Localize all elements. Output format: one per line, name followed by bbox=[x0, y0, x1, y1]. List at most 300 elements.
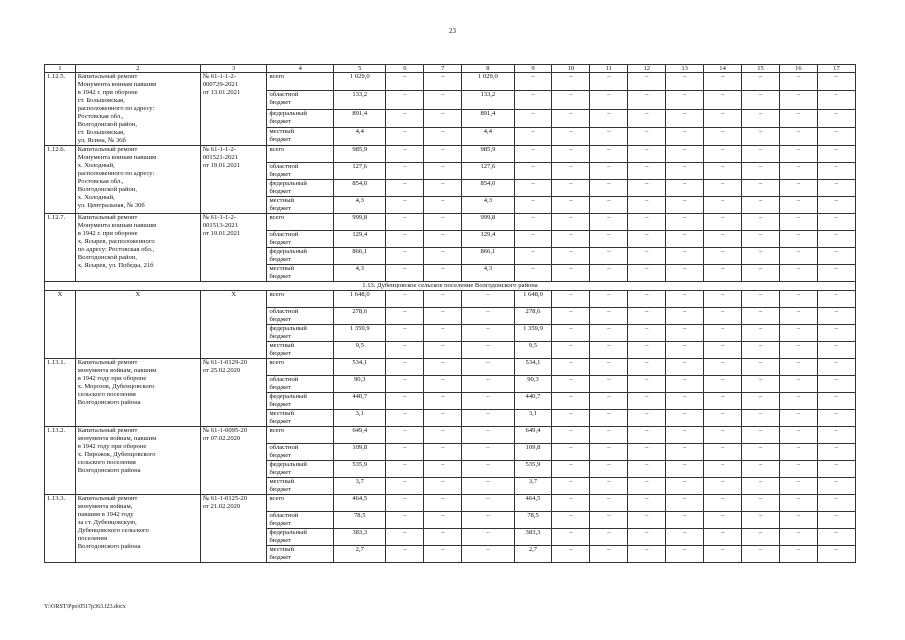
amount-cell: – bbox=[779, 529, 817, 546]
funding-source-line: федеральный bbox=[269, 180, 307, 187]
amount-cell: – bbox=[386, 265, 424, 282]
amount-cell: – bbox=[628, 197, 666, 214]
amount-cell: – bbox=[424, 146, 462, 163]
item-name-line: в 1942 г. при обороне bbox=[77, 230, 138, 237]
column-number-cell: 9 bbox=[514, 65, 552, 73]
amount-cell: – bbox=[462, 376, 514, 393]
amount-cell: 649,4 bbox=[514, 427, 552, 444]
amount-cell: – bbox=[628, 359, 666, 376]
item-name bbox=[75, 359, 200, 427]
amount-cell: – bbox=[704, 127, 742, 145]
amount-cell: – bbox=[590, 410, 628, 427]
budget-table bbox=[44, 64, 856, 563]
item-name-line: Ростовская обл., bbox=[77, 178, 124, 185]
funding-source-line: областной bbox=[269, 444, 299, 451]
funding-source-line: всего bbox=[269, 146, 285, 153]
amount-cell: – bbox=[552, 180, 590, 197]
amount-cell: – bbox=[386, 308, 424, 325]
amount-cell: – bbox=[666, 512, 704, 529]
amount-cell: – bbox=[590, 342, 628, 359]
amount-cell: – bbox=[514, 214, 552, 231]
amount-cell: – bbox=[742, 478, 780, 495]
amount-cell: 534,1 bbox=[514, 359, 552, 376]
amount-cell: – bbox=[424, 325, 462, 342]
funding-source-line: бюджет bbox=[269, 384, 292, 391]
amount-cell: – bbox=[462, 291, 514, 308]
item-name-line: Монумента воинам павшим bbox=[77, 81, 157, 88]
amount-cell: – bbox=[462, 342, 514, 359]
item-name-line: ст. Большовская, bbox=[77, 97, 125, 104]
amount-cell: – bbox=[462, 529, 514, 546]
expertise-doc bbox=[200, 427, 267, 495]
column-number-cell: 5 bbox=[334, 65, 386, 73]
column-number-cell: 17 bbox=[817, 65, 855, 73]
item-name-line: Капитальный ремонт bbox=[77, 214, 138, 221]
funding-source-line: местный bbox=[269, 410, 295, 417]
amount-cell: – bbox=[817, 180, 855, 197]
funding-source bbox=[267, 265, 334, 282]
funding-source bbox=[267, 546, 334, 563]
amount-cell: – bbox=[742, 512, 780, 529]
amount-cell: – bbox=[552, 410, 590, 427]
amount-cell: – bbox=[462, 495, 514, 512]
amount-cell: – bbox=[386, 197, 424, 214]
amount-cell: 2,7 bbox=[334, 546, 386, 563]
funding-source-line: бюджет bbox=[269, 171, 292, 178]
amount-cell: – bbox=[704, 512, 742, 529]
amount-cell: – bbox=[666, 308, 704, 325]
funding-source-line: местный bbox=[269, 478, 295, 485]
amount-cell: – bbox=[628, 127, 666, 145]
amount-cell: – bbox=[704, 495, 742, 512]
amount-cell: – bbox=[666, 342, 704, 359]
item-name-line: х. Холодный, bbox=[77, 194, 115, 201]
funding-source-line: бюджет bbox=[269, 316, 292, 323]
funding-source-line: областной bbox=[269, 163, 299, 170]
amount-cell: – bbox=[590, 163, 628, 180]
amount-cell: – bbox=[628, 109, 666, 127]
funding-source-line: бюджет bbox=[269, 537, 292, 544]
amount-cell: – bbox=[514, 146, 552, 163]
item-name bbox=[75, 73, 200, 146]
amount-cell: – bbox=[628, 410, 666, 427]
item-name bbox=[75, 495, 200, 563]
funding-source-line: бюджет bbox=[269, 117, 292, 125]
amount-cell: – bbox=[742, 127, 780, 145]
amount-cell: – bbox=[779, 73, 817, 91]
amount-cell: – bbox=[424, 342, 462, 359]
funding-source bbox=[267, 308, 334, 325]
amount-cell: – bbox=[817, 546, 855, 563]
expertise-doc-line: № 61-1-1-2- bbox=[202, 146, 237, 153]
amount-cell: – bbox=[704, 325, 742, 342]
expertise-doc-line: от 19.01.2021 bbox=[202, 230, 241, 237]
amount-cell: – bbox=[514, 248, 552, 265]
amount-cell: – bbox=[704, 359, 742, 376]
amount-cell: – bbox=[779, 308, 817, 325]
table-row bbox=[45, 427, 856, 444]
funding-source bbox=[267, 359, 334, 376]
expertise-doc bbox=[200, 146, 267, 214]
table-row bbox=[45, 291, 856, 308]
amount-cell: – bbox=[424, 444, 462, 461]
amount-cell: – bbox=[742, 180, 780, 197]
amount-cell: – bbox=[590, 265, 628, 282]
amount-cell: – bbox=[704, 109, 742, 127]
amount-cell: – bbox=[386, 444, 424, 461]
amount-cell: – bbox=[817, 73, 855, 91]
amount-cell: 4,3 bbox=[334, 197, 386, 214]
amount-cell: 109,8 bbox=[514, 444, 552, 461]
amount-cell: – bbox=[817, 127, 855, 145]
amount-cell: – bbox=[590, 512, 628, 529]
column-number-cell: 10 bbox=[552, 65, 590, 73]
amount-cell: – bbox=[704, 91, 742, 109]
column-number-cell: 13 bbox=[666, 65, 704, 73]
item-name-line: Монумента воинам павшим bbox=[77, 222, 157, 229]
amount-cell: – bbox=[817, 342, 855, 359]
amount-cell: – bbox=[552, 529, 590, 546]
funding-source-line: бюджет bbox=[269, 350, 292, 357]
amount-cell: – bbox=[628, 512, 666, 529]
expertise-doc bbox=[200, 359, 267, 427]
funding-source-line: областной bbox=[269, 308, 299, 315]
amount-cell: – bbox=[817, 265, 855, 282]
amount-cell: 9,5 bbox=[514, 342, 552, 359]
amount-cell: – bbox=[386, 146, 424, 163]
amount-cell: 1 648,0 bbox=[334, 291, 386, 308]
amount-cell: – bbox=[462, 308, 514, 325]
amount-cell: – bbox=[666, 461, 704, 478]
amount-cell: – bbox=[590, 231, 628, 248]
amount-cell: – bbox=[704, 146, 742, 163]
funding-source bbox=[267, 325, 334, 342]
column-number-cell: 3 bbox=[200, 65, 267, 73]
item-number: 1.12.7. bbox=[45, 214, 76, 282]
funding-source-line: областной bbox=[269, 376, 299, 383]
item-name-line: Волгодонской район, bbox=[77, 186, 137, 193]
amount-cell: – bbox=[552, 393, 590, 410]
amount-cell: – bbox=[666, 410, 704, 427]
amount-cell: – bbox=[590, 214, 628, 231]
amount-cell: – bbox=[742, 529, 780, 546]
amount-cell: – bbox=[424, 163, 462, 180]
funding-source-line: местный bbox=[269, 546, 295, 553]
amount-cell: – bbox=[628, 291, 666, 308]
item-name-line: монумента войнам, павшим bbox=[77, 367, 157, 374]
amount-cell: – bbox=[552, 461, 590, 478]
amount-cell: – bbox=[817, 410, 855, 427]
item-name-line: Волгодонского района bbox=[77, 467, 141, 474]
amount-cell: 1 648,0 bbox=[514, 291, 552, 308]
expertise-doc-line: № 61-1-1-2- bbox=[202, 73, 237, 80]
amount-cell: 891,4 bbox=[462, 109, 514, 127]
amount-cell: – bbox=[742, 109, 780, 127]
column-number-cell: 11 bbox=[590, 65, 628, 73]
amount-cell: – bbox=[704, 393, 742, 410]
amount-cell: 383,3 bbox=[514, 529, 552, 546]
item-number: 1.13.2. bbox=[45, 427, 76, 495]
amount-cell: – bbox=[742, 376, 780, 393]
amount-cell: – bbox=[462, 393, 514, 410]
amount-cell: – bbox=[779, 359, 817, 376]
amount-cell: – bbox=[590, 197, 628, 214]
amount-cell: – bbox=[779, 291, 817, 308]
amount-cell: – bbox=[666, 127, 704, 145]
amount-cell: – bbox=[386, 109, 424, 127]
amount-cell: – bbox=[590, 461, 628, 478]
amount-cell: – bbox=[742, 410, 780, 427]
item-name-line: Капитальный ремонт bbox=[77, 73, 138, 80]
amount-cell: – bbox=[817, 109, 855, 127]
amount-cell: – bbox=[424, 461, 462, 478]
amount-cell: – bbox=[386, 512, 424, 529]
item-name-line: ст. Большовская, bbox=[77, 129, 125, 136]
amount-cell: – bbox=[742, 546, 780, 563]
amount-cell: – bbox=[704, 180, 742, 197]
amount-cell: – bbox=[590, 248, 628, 265]
column-number-cell: 12 bbox=[628, 65, 666, 73]
funding-source-line: бюджет bbox=[269, 520, 292, 527]
amount-cell: – bbox=[590, 127, 628, 145]
amount-cell: – bbox=[779, 231, 817, 248]
expertise-doc-line: 000729-2021 bbox=[202, 81, 238, 88]
amount-cell: – bbox=[386, 546, 424, 563]
expertise-doc bbox=[200, 214, 267, 282]
amount-cell: – bbox=[704, 410, 742, 427]
amount-cell: – bbox=[666, 214, 704, 231]
amount-cell: – bbox=[704, 342, 742, 359]
column-number-cell: 2 bbox=[75, 65, 200, 73]
funding-source-line: местный bbox=[269, 127, 295, 135]
funding-source-line: бюджет bbox=[269, 135, 292, 143]
amount-cell: – bbox=[628, 376, 666, 393]
item-name-line: расположенного по адресу: bbox=[77, 105, 155, 112]
amount-cell: – bbox=[779, 325, 817, 342]
amount-cell: – bbox=[424, 529, 462, 546]
amount-cell: – bbox=[779, 393, 817, 410]
amount-cell: – bbox=[666, 444, 704, 461]
amount-cell: – bbox=[590, 73, 628, 91]
funding-source bbox=[267, 180, 334, 197]
amount-cell: 9,5 bbox=[334, 342, 386, 359]
item-number: Х bbox=[45, 291, 76, 359]
amount-cell: – bbox=[386, 410, 424, 427]
table-body bbox=[45, 65, 856, 563]
amount-cell: – bbox=[386, 359, 424, 376]
amount-cell: – bbox=[704, 163, 742, 180]
amount-cell: 278,6 bbox=[514, 308, 552, 325]
funding-source bbox=[267, 214, 334, 231]
funding-source-line: федеральный bbox=[269, 248, 307, 255]
amount-cell: 133,2 bbox=[334, 91, 386, 109]
amount-cell: – bbox=[424, 393, 462, 410]
table-row bbox=[45, 214, 856, 231]
funding-source bbox=[267, 495, 334, 512]
amount-cell: 78,5 bbox=[334, 512, 386, 529]
amount-cell: – bbox=[424, 265, 462, 282]
amount-cell: – bbox=[386, 461, 424, 478]
amount-cell: – bbox=[817, 291, 855, 308]
amount-cell: – bbox=[552, 265, 590, 282]
amount-cell: – bbox=[552, 109, 590, 127]
amount-cell: – bbox=[424, 376, 462, 393]
item-name-line: монумента войнам, павшим bbox=[77, 435, 157, 442]
amount-cell: – bbox=[386, 427, 424, 444]
funding-source bbox=[267, 109, 334, 127]
amount-cell: – bbox=[590, 444, 628, 461]
column-number-cell: 1 bbox=[45, 65, 76, 73]
funding-source-line: бюджет bbox=[269, 256, 292, 263]
amount-cell: – bbox=[590, 91, 628, 109]
amount-cell: – bbox=[742, 393, 780, 410]
amount-cell: – bbox=[742, 427, 780, 444]
page-number: 23 bbox=[449, 27, 456, 35]
amount-cell: – bbox=[424, 197, 462, 214]
amount-cell: – bbox=[742, 197, 780, 214]
amount-cell: – bbox=[628, 180, 666, 197]
amount-cell: – bbox=[666, 73, 704, 91]
expertise-doc-line: № 61-1-0125-20 bbox=[202, 495, 248, 502]
funding-source-line: бюджет bbox=[269, 205, 292, 212]
amount-cell: – bbox=[424, 427, 462, 444]
funding-source bbox=[267, 410, 334, 427]
amount-cell: – bbox=[779, 214, 817, 231]
amount-cell: – bbox=[424, 73, 462, 91]
amount-cell: – bbox=[552, 127, 590, 145]
amount-cell: – bbox=[704, 444, 742, 461]
item-name bbox=[75, 291, 200, 359]
amount-cell: – bbox=[779, 444, 817, 461]
amount-cell: – bbox=[514, 73, 552, 91]
expertise-doc-line: от 13.01.2021 bbox=[202, 89, 241, 96]
amount-cell: 1 029,0 bbox=[334, 73, 386, 91]
amount-cell: – bbox=[552, 478, 590, 495]
amount-cell: – bbox=[666, 478, 704, 495]
amount-cell: – bbox=[514, 265, 552, 282]
amount-cell: – bbox=[628, 146, 666, 163]
amount-cell: – bbox=[590, 308, 628, 325]
funding-source-line: бюджет bbox=[269, 333, 292, 340]
funding-source bbox=[267, 146, 334, 163]
item-name-line: расположенного по адресу: bbox=[77, 170, 155, 177]
funding-source bbox=[267, 478, 334, 495]
item-name-line: Монумента воинам павшим bbox=[77, 154, 157, 161]
funding-source-line: федеральный bbox=[269, 529, 307, 536]
amount-cell: – bbox=[817, 461, 855, 478]
amount-cell: 3,7 bbox=[514, 478, 552, 495]
amount-cell: – bbox=[552, 91, 590, 109]
amount-cell: 1 359,9 bbox=[334, 325, 386, 342]
amount-cell: – bbox=[628, 427, 666, 444]
amount-cell: – bbox=[666, 325, 704, 342]
amount-cell: – bbox=[628, 265, 666, 282]
amount-cell: – bbox=[462, 546, 514, 563]
amount-cell: – bbox=[666, 109, 704, 127]
amount-cell: – bbox=[514, 231, 552, 248]
funding-source bbox=[267, 342, 334, 359]
funding-source-line: местный bbox=[269, 197, 295, 204]
amount-cell: – bbox=[704, 231, 742, 248]
amount-cell: 999,8 bbox=[334, 214, 386, 231]
amount-cell: – bbox=[590, 495, 628, 512]
amount-cell: 2,7 bbox=[514, 546, 552, 563]
amount-cell: 129,4 bbox=[334, 231, 386, 248]
amount-cell: 90,3 bbox=[334, 376, 386, 393]
expertise-doc-line: 001521-2021 bbox=[202, 154, 238, 161]
section-header-row bbox=[45, 282, 856, 291]
amount-cell: 4,3 bbox=[334, 265, 386, 282]
item-name-line: сельского поселения bbox=[77, 391, 136, 398]
amount-cell: – bbox=[386, 231, 424, 248]
amount-cell: – bbox=[704, 427, 742, 444]
item-name-line: х. Ясырев, расположенного bbox=[77, 238, 155, 245]
amount-cell: – bbox=[704, 546, 742, 563]
amount-cell: – bbox=[817, 146, 855, 163]
amount-cell: – bbox=[590, 478, 628, 495]
amount-cell: – bbox=[424, 91, 462, 109]
amount-cell: – bbox=[462, 427, 514, 444]
amount-cell: – bbox=[590, 393, 628, 410]
item-name-line: х. Ясырев, ул. Победы, 21б bbox=[77, 262, 154, 269]
amount-cell: – bbox=[666, 376, 704, 393]
item-name-line: в 1942 году при обороне bbox=[77, 375, 147, 382]
funding-source-line: бюджет bbox=[269, 486, 292, 493]
amount-cell: – bbox=[817, 376, 855, 393]
amount-cell: – bbox=[779, 91, 817, 109]
item-name-line: в 1942 г. при обороне bbox=[77, 89, 138, 96]
amount-cell: – bbox=[817, 427, 855, 444]
amount-cell: – bbox=[704, 197, 742, 214]
amount-cell: – bbox=[628, 73, 666, 91]
amount-cell: – bbox=[666, 231, 704, 248]
amount-cell: – bbox=[590, 146, 628, 163]
amount-cell: – bbox=[628, 529, 666, 546]
amount-cell: – bbox=[704, 265, 742, 282]
amount-cell: – bbox=[704, 214, 742, 231]
funding-source bbox=[267, 427, 334, 444]
amount-cell: – bbox=[666, 248, 704, 265]
amount-cell: – bbox=[779, 265, 817, 282]
amount-cell: – bbox=[742, 325, 780, 342]
amount-cell: – bbox=[424, 359, 462, 376]
amount-cell: – bbox=[742, 291, 780, 308]
amount-cell: 3,7 bbox=[334, 478, 386, 495]
amount-cell: – bbox=[779, 512, 817, 529]
funding-source bbox=[267, 376, 334, 393]
amount-cell: – bbox=[779, 197, 817, 214]
amount-cell: – bbox=[590, 291, 628, 308]
amount-cell: 133,2 bbox=[462, 91, 514, 109]
funding-source bbox=[267, 248, 334, 265]
footer-file-path: Y:\ORST\Ppo\0517p363.f23.docx bbox=[44, 604, 126, 610]
expertise-doc-line: от 07.02.2020 bbox=[202, 435, 241, 442]
amount-cell: – bbox=[514, 163, 552, 180]
funding-source bbox=[267, 127, 334, 145]
amount-cell: – bbox=[514, 180, 552, 197]
funding-source bbox=[267, 163, 334, 180]
item-name-line: Волгодонской район, bbox=[77, 121, 137, 128]
item-name bbox=[75, 427, 200, 495]
item-name-line: Волгодонского района bbox=[77, 399, 141, 406]
amount-cell: – bbox=[742, 444, 780, 461]
column-number-cell: 4 bbox=[267, 65, 334, 73]
amount-cell: – bbox=[779, 163, 817, 180]
amount-cell: 278,6 bbox=[334, 308, 386, 325]
expertise-doc bbox=[200, 73, 267, 146]
amount-cell: – bbox=[462, 461, 514, 478]
amount-cell: – bbox=[817, 478, 855, 495]
